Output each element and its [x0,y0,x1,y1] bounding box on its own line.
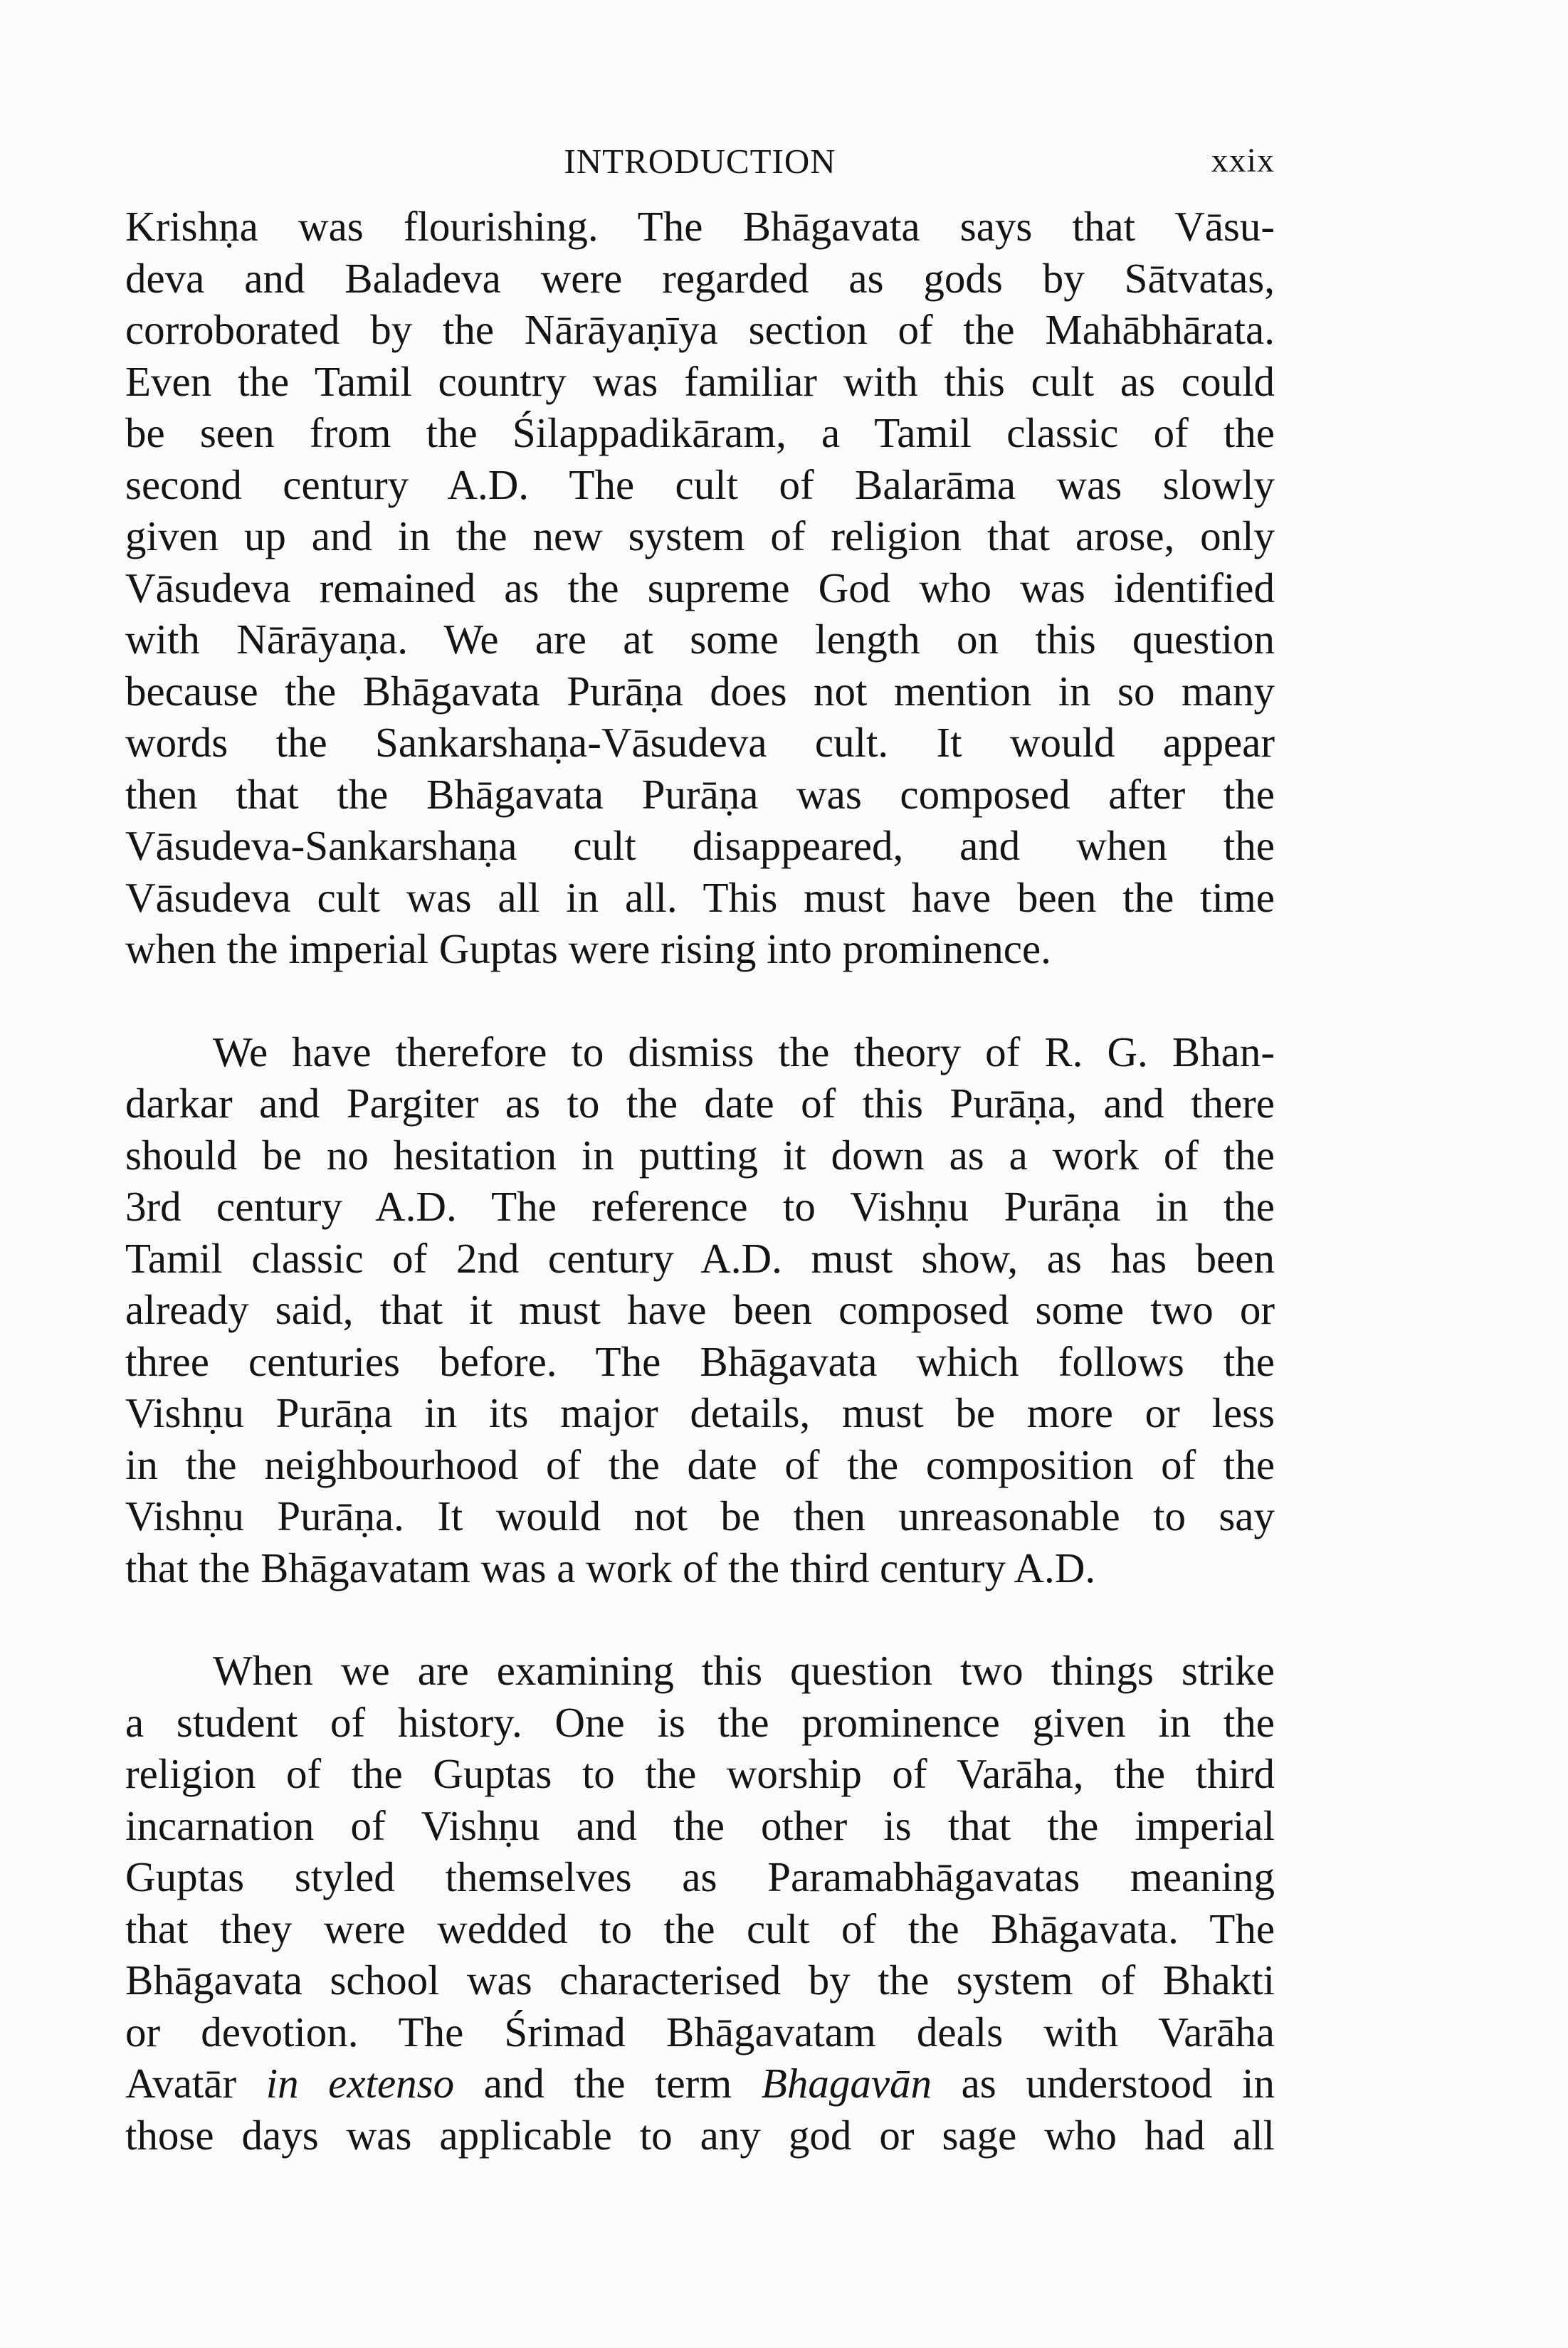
text-line: because the Bhāgavata Purāṇa does not mention in so many [125,667,1275,715]
line-fragment: Avatār [125,2060,266,2107]
text-line: should be no hesitation in putting it down as a work of the [125,1131,1275,1179]
text-line: We have therefore to dismiss the theory of R. G. Bhan- [213,1028,1275,1075]
text-line: that the Bhāgavatam was a work of the third century A.D. [125,1544,1096,1591]
text-line: three centuries before. The Bhāgavata which follows the [125,1337,1275,1385]
text-line: deva and Baladeva were regarded as gods by Sātvatas, [125,254,1275,302]
text-line: incarnation of Vishṇu and the other is that the imperial [125,1801,1275,1849]
text-line: Vāsudeva-Sankarshaṇa cult disappeared, and when the [125,822,1275,869]
line-fragment: as understood in [932,2060,1275,2107]
text-line: When we are examining this question two things strike [213,1647,1275,1694]
running-header [125,135,1275,185]
text-line: religion of the Guptas to the worship of Varāha, the third [125,1750,1275,1797]
text-line: already said, that it must have been composed some two or [125,1286,1275,1333]
paragraph-1 [125,201,1275,975]
text-line: those days was applicable to any god or sage who had all [125,2111,1275,2159]
italic-phrase: in extenso [265,2060,455,2107]
text-line: corroborated by the Nārāyaṇīya section of the Mahābhārata. [125,306,1275,353]
running-title: INTRODUCTION [564,142,836,181]
text-line: or devotion. The Śrimad Bhāgavatam deals with Varāha [125,2008,1275,2055]
text-line: Guptas styled themselves as Paramabhāgavatas meaning [125,1853,1275,1900]
text-line: Vishṇu Purāṇa. It would not be then unreasonable to say [125,1492,1275,1539]
text-line: in the neighbourhood of the date of the composition of the [125,1441,1275,1488]
mixed-italic-line [125,2058,1275,2110]
text-line: given up and in the new system of religion that arose, only [125,512,1275,559]
text-line: 3rd century A.D. The reference to Vishṇu Purāṇa in the [125,1183,1275,1230]
text-line: with Nārāyaṇa. We are at some length on this question [125,616,1275,663]
paragraph-3 [125,1645,1275,2161]
page-number: xxix [1211,142,1275,179]
text-line: darkar and Pargiter as to the date of this Purāṇa, and there [125,1080,1275,1127]
text-line: Vāsudeva remained as the supreme God who was identified [125,564,1275,611]
text-line: be seen from the Śilappadikāram, a Tamil classic of the [125,409,1275,456]
text-line: that they were wedded to the cult of the Bhāgavata. The [125,1905,1275,1952]
text-line: when the imperial Guptas were rising into prominence. [125,925,1051,972]
text-line: then that the Bhāgavata Purāṇa was composed after the [125,770,1275,818]
paragraph-2 [125,1026,1275,1594]
text-line: a student of history. One is the prominence given in the [125,1698,1275,1746]
text-line: Bhāgavata school was characterised by the system of Bhakti [125,1957,1275,2004]
text-line: second century A.D. The cult of Balarāma was slowly [125,460,1275,508]
text-line: Vāsudeva cult was all in all. This must have been the time [125,873,1275,921]
text-line: Vishṇu Purāṇa in its major details, must be more or less [125,1389,1275,1436]
text-line: Krishṇa was flourishing. The Bhāgavata says that Vāsu- [125,203,1275,250]
text-line: words the Sankarshaṇa-Vāsudeva cult. It would appear [125,719,1275,766]
book-page [125,135,1275,2161]
line-fragment: and the term [454,2060,762,2107]
text-line: Even the Tamil country was familiar with this cult as could [125,357,1275,405]
text-line: Tamil classic of 2nd century A.D. must show, as has been [125,1234,1275,1282]
italic-term: Bhagavān [761,2060,932,2107]
